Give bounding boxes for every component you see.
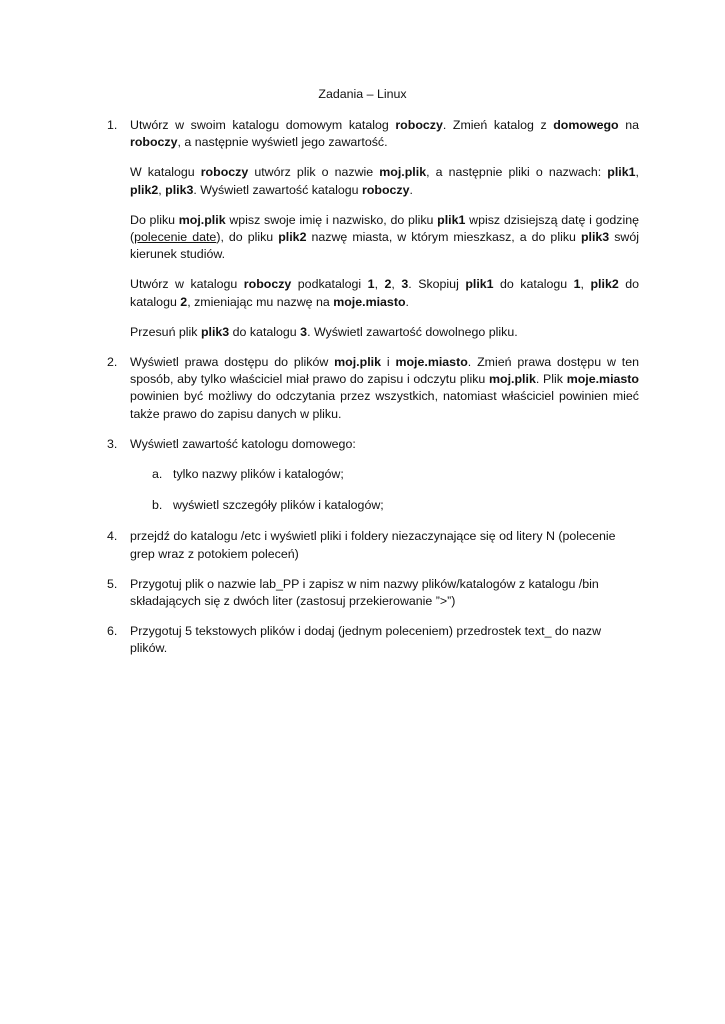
- text-run: ,: [374, 277, 385, 292]
- task-paragraph: [130, 436, 639, 453]
- bold-term: 1: [367, 277, 375, 292]
- bold-term: domowego: [553, 118, 619, 132]
- bold-term: 2: [180, 294, 188, 309]
- task-paragraph: [130, 164, 639, 198]
- bold-term: plik1: [465, 277, 494, 292]
- task-number: 4.: [107, 529, 118, 544]
- task-item: [107, 436, 639, 515]
- bold-term: plik2: [130, 182, 159, 197]
- task-item: [107, 623, 639, 657]
- task-paragraph: [130, 276, 639, 310]
- task-number: 5.: [107, 576, 118, 591]
- text-run: , zmieniając mu nazwę na: [187, 294, 334, 309]
- task-number: 2.: [107, 355, 118, 370]
- task-paragraph: [130, 212, 639, 264]
- task-item: [107, 528, 639, 562]
- task-paragraph: [130, 528, 639, 562]
- task-paragraph: [130, 324, 639, 341]
- text-run: do katalogu: [493, 277, 574, 292]
- subtask-item: [152, 497, 639, 514]
- bold-term: roboczy: [362, 182, 410, 197]
- task-item: [107, 354, 639, 423]
- bold-term: plik2: [590, 277, 619, 292]
- text-run: .: [405, 294, 409, 309]
- bold-term: 3: [401, 277, 409, 292]
- text-run: . Skopiuj: [408, 277, 466, 292]
- bold-term: roboczy: [243, 277, 292, 292]
- text-run: ,: [391, 277, 402, 292]
- text-run: wpisz dzisiejszą datę i godzinę (: [130, 212, 639, 245]
- subtask-text: wyświetl szczegóły plików i katalogów;: [173, 498, 384, 513]
- text-run: Przygotuj plik o nazwie lab_PP i zapisz w nim nazwy plików/katalogów z katalogu /bin składających się z dwóch liter (zastosuj przekierowanie ”>”): [130, 576, 599, 609]
- task-number: 1.: [107, 118, 118, 132]
- text-run: Do pliku: [130, 212, 179, 227]
- bold-term: moj.plik: [379, 165, 427, 180]
- task-paragraph: [130, 117, 639, 151]
- text-run: , a następnie wyświetl jego zawartość.: [177, 135, 388, 150]
- bold-term: moje.miasto: [395, 355, 468, 370]
- task-list: [0, 117, 725, 671]
- text-run: . Wyświetl zawartość dowolnego pliku.: [307, 324, 518, 339]
- text-run: ,: [158, 182, 166, 197]
- text-run: , a następnie pliki o nazwach:: [426, 165, 608, 180]
- text-run: wpisz swoje imię i nazwisko, do pliku: [225, 212, 438, 227]
- bold-term: moj.plik: [334, 355, 381, 370]
- subtask-item: [152, 466, 639, 483]
- text-run: utwórz plik o nazwie: [248, 165, 380, 180]
- text-run: Przesuń plik: [130, 324, 201, 339]
- text-run: . Wyświetl zawartość katalogu: [193, 182, 362, 197]
- bold-term: plik1: [607, 165, 636, 180]
- page-title: Zadania – Linux: [318, 87, 407, 101]
- bold-term: moje.miasto: [566, 372, 639, 387]
- text-run: do katalogu: [229, 324, 301, 339]
- bold-term: plik3: [200, 324, 230, 339]
- bold-term: moj.plik: [489, 372, 536, 387]
- text-run: Wyświetl zawartość katologu domowego:: [130, 436, 356, 451]
- bold-term: moje.miasto: [333, 294, 406, 309]
- subtask-letter: b.: [152, 498, 163, 513]
- bold-term: moj.plik: [178, 212, 226, 227]
- text-run: Utwórz w swoim katalogu domowym katalog: [130, 118, 396, 132]
- text-run: Utwórz w katalogu: [130, 277, 244, 292]
- text-run: . Zmień prawa dostępu w ten sposób, aby tylko właściciel miał prawo do zapisu i odczytu pliku: [130, 355, 639, 387]
- underlined-text: polecenie date: [134, 230, 217, 245]
- bold-term: 2: [384, 277, 392, 292]
- text-run: W katalogu: [130, 165, 201, 180]
- text-run: Przygotuj 5 tekstowych plików i dodaj (jednym poleceniem) przedrostek text_ do nazw plików.: [130, 624, 602, 656]
- text-run: ,: [580, 277, 591, 292]
- text-run: Wyświetl prawa dostępu do plików: [130, 355, 335, 370]
- text-run: swój kierunek studiów.: [130, 230, 639, 262]
- task-paragraph: [130, 354, 639, 423]
- text-run: ,: [635, 165, 639, 180]
- task-item: [107, 576, 639, 610]
- text-run: i: [380, 355, 396, 370]
- text-run: ), do pliku: [216, 230, 279, 245]
- text-run: do katalogu: [130, 277, 639, 309]
- bold-term: roboczy: [395, 118, 443, 132]
- bold-term: 1: [573, 277, 581, 292]
- text-run: nazwę miasta, w którym mieszkasz, a do pliku: [306, 230, 581, 245]
- text-run: .: [409, 182, 413, 197]
- bold-term: roboczy: [200, 165, 249, 180]
- task-paragraph: [130, 576, 639, 610]
- bold-term: plik1: [437, 212, 466, 227]
- text-run: podkatalogi: [291, 277, 368, 292]
- text-run: powinien być możliwy do odczytania przez wszystkich, natomiast właściciel powinien mieć także prawo do zapisu danych w pliku.: [130, 389, 639, 421]
- bold-term: 3: [300, 324, 308, 339]
- bold-term: plik3: [165, 182, 194, 197]
- text-run: przejdź do katalogu /etc i wyświetl pliki i foldery niezaczynające się od litery N (polecenie grep wraz z potokiem poleceń): [130, 529, 616, 561]
- bold-term: plik2: [278, 230, 307, 245]
- task-number: 3.: [107, 436, 118, 451]
- bold-term: roboczy: [130, 135, 178, 150]
- text-run: na: [618, 118, 639, 132]
- text-run: . Zmień katalog z: [442, 118, 554, 132]
- text-run: . Plik: [535, 372, 567, 387]
- task-item: [107, 117, 639, 341]
- bold-term: plik3: [580, 230, 610, 245]
- subtask-letter: a.: [152, 467, 163, 482]
- task-number: 6.: [107, 624, 118, 639]
- subtask-text: tylko nazwy plików i katalogów;: [173, 467, 344, 482]
- task-paragraph: [130, 623, 639, 657]
